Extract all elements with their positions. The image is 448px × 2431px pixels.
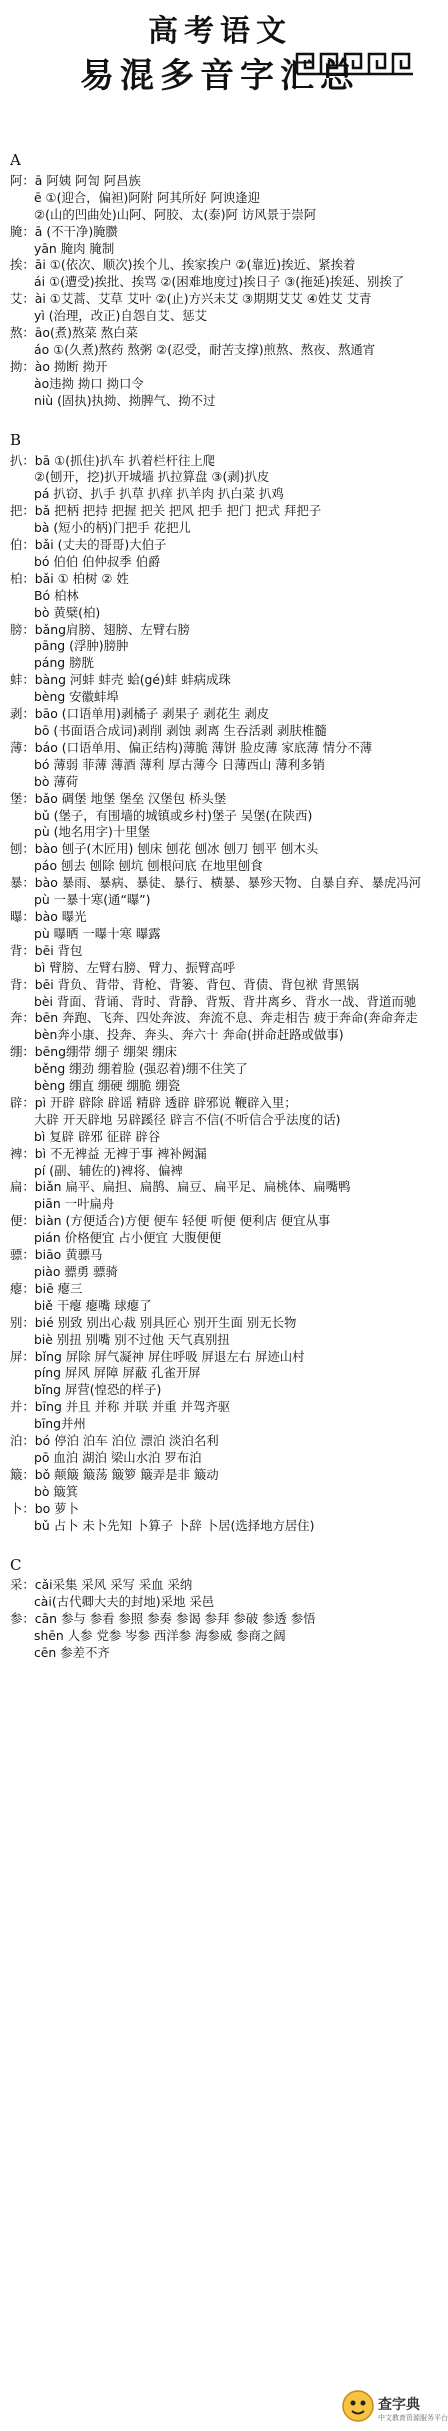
section-b [10,432,430,1535]
entry-line: 阿：ā 阿姨 阿訇 阿昌族 [10,172,141,188]
entry-line: pù (地名用字)十里堡 [34,824,151,840]
page-header [0,0,440,96]
entry-line: 屏：bǐng 屏除 屏气凝神 屏住呼吸 屏退左右 屏迹山村 [10,1348,305,1364]
entry-line: píng 屏风 屏障 屏蔽 孔雀开屏 [34,1365,201,1381]
entry-line: 泊：bó 停泊 泊车 泊位 漂泊 淡泊名利 [10,1433,219,1449]
entry-line: 并：bīng 并且 并称 并联 并重 并驾齐驱 [10,1399,231,1415]
entry-line: 簸：bǒ 颠簸 簸荡 簸箩 簸弄是非 簸动 [10,1466,219,1482]
entry-line: 腌：ā (不干净)腌臜 [10,223,118,239]
entry-line: 奔：bēn 奔跑、飞奔、四处奔波、奔流不息、奔走相告 疲于奔命(奔命奔走 [10,1010,418,1026]
entry-line: 背：bēi 背负、背带、背枪、背篓、背包、背债、背包袱 背黑锅 [10,976,359,992]
section-letter: A [10,151,21,169]
entry-line: 刨：bào 刨子(木匠用) 刨床 刨花 刨冰 刨刀 刨平 刨木头 [10,841,319,857]
entry-line: Bó 柏林 [34,587,79,603]
entry-line: pù 曝晒 一曝十寒 曝露 [34,925,161,941]
entry-line: 别：bié 别致 别出心裁 别具匠心 别开生面 别无长物 [10,1314,297,1330]
entry-line: bīng并州 [34,1416,86,1432]
entry-line: 蚌：bàng 河蚌 蚌壳 蛤(gé)蚌 蚌病成珠 [10,672,231,688]
entry-line: 便：biàn (方便适合)方便 便车 轻便 听便 便利店 便宜从事 [10,1213,331,1229]
entry-line: 骠：biāo 黄骠马 [10,1247,103,1263]
entry-line: pá 扒窃、扒手 扒草 扒痒 扒羊肉 扒白菜 扒鸡 [34,486,284,502]
entry-line: yì (治理，改正)自怨自艾、惩艾 [34,308,208,324]
section-c [10,1557,430,1662]
page-subtitle: 易混多音字汇总 [80,56,360,96]
entry-line: 裨：bì 不无裨益 无裨于事 裨补阙漏 [10,1145,207,1161]
entry-line: ②(山的凹曲处)山阿、阿胶、太(泰)阿 访风景于崇阿 [34,206,317,222]
entry-line: páng 膀胱 [34,655,94,671]
entry-line: 薄：báo (口语单用、偏正结构)薄脆 薄饼 脸皮薄 家底薄 情分不薄 [10,739,373,755]
entry-line: 剥：bāo (口语单用)剥橘子 剥果子 剥花生 剥皮 [10,706,270,722]
entry-line: 挨：āi ①(依次、顺次)挨个儿、挨家挨户 ②(靠近)挨近、紧挨着 [10,257,356,273]
entry-line: bó 薄弱 菲薄 薄酒 薄利 厚古薄今 日薄西山 薄利多销 [34,756,325,772]
meander-ornament-icon [295,50,415,78]
entry-line: bò 簸箕 [34,1483,79,1499]
entry-line: piān 一叶扁舟 [34,1196,115,1212]
entry-line: bō (书面语合成词)剥削 剥蚀 剥离 生吞活剥 剥肤椎髓 [34,723,327,738]
entry-line: shēn 人参 党参 岑参 西洋参 海参威 参商之阔 [34,1628,286,1644]
entry-line: 堡：bǎo 碉堡 地堡 堡垒 汉堡包 桥头堡 [10,790,227,806]
entry-line: bì 臂膀、左臂右膀、臂力、振臂高呼 [34,959,236,975]
entry-line: bó 伯伯 伯仲叔季 伯爵 [34,553,161,569]
entry-line: pō 血泊 湖泊 梁山水泊 罗布泊 [34,1449,202,1465]
entry-line: 伯：bǎi (丈夫的哥哥)大伯子 [10,537,167,553]
entry-line: cài(古代卿大夫的封地)采地 采邑 [34,1594,215,1610]
entry-line: bèng 安徽蚌埠 [34,689,119,705]
entry-line: piào 骠勇 骠骑 [34,1264,118,1279]
section-letter: C [10,1555,22,1574]
entry-line: 大辟 开天辟地 另辟蹊径 辟言不信(不听信合乎法度的话) [34,1111,341,1127]
entry-line: běng 绷劲 绷着脸 (强忍着)绷不住笑了 [34,1061,248,1077]
entry-line: 柏：bǎi ① 柏树 ② 姓 [10,570,129,586]
section-a [10,152,430,410]
section-letter: B [10,430,22,449]
entry-line: pián 价格便宜 占小便宜 大腹便便 [34,1230,222,1246]
entry-line: bèn奔小康、投奔、奔头、奔六十 奔命(拼命赶路或做事) [34,1027,344,1043]
content-body [10,152,430,1684]
entry-line: 把：bǎ 把柄 把持 把握 把关 把风 把手 把门 把式 拜把子 [10,503,322,519]
entry-line: bǔ (堡子，有围墙的城镇或乡村)堡子 吴堡(在陕西) [34,807,313,823]
entry-line: pí (副、辅佐的)裨将、偏裨 [34,1162,183,1178]
page-title: 高考语文 [148,14,292,49]
watermark-name: 查字典 [378,2397,420,2413]
watermark-logo [336,2388,448,2426]
entry-line: 膀：bǎng肩膀、翅膀、左臂右膀 [10,621,190,637]
entry-line: ē ①(迎合，偏袒)阿附 阿其所好 阿谀逢迎 [34,189,261,205]
entry-line: 拗：ào 拗断 拗开 [10,358,108,374]
entry-line: 瘪：biē 瘪三 [10,1280,83,1296]
entry-line: páo 刨去 刨除 刨坑 刨根问底 在地里刨食 [34,858,263,874]
entry-line: bǐng 屏营(惶恐的样子) [34,1382,162,1398]
entry-line: bà (短小的柄)门把手 花把儿 [34,520,191,536]
entry-line: yān 腌肉 腌制 [34,240,115,256]
entry-line: pāng (浮肿)膀肿 [34,638,129,654]
entry-line: 采：cǎi采集 采风 采写 采血 采纳 [10,1577,193,1593]
entry-line: bèi 背面、背诵、背时、背静、背叛、背井离乡、背水一战、背道而驰 [34,993,417,1009]
entry-line: 扒：bā ①(抓住)扒车 扒着栏杆往上爬 [10,452,216,468]
entry-line: 扁：biǎn 扁平、扁担、扁鹊、扁豆、扁平足、扁桃体、扁嘴鸭 [10,1179,351,1195]
entry-line: ào违拗 拗口 拗口令 [34,375,144,391]
entry-line: pù 一暴十寒(通“曝”) [34,892,151,908]
entry-line: 暴：bào 暴雨、暴病、暴徒、暴行、横暴、暴殄天物、自暴自弃、暴虎冯河 [10,875,422,891]
entry-line: 背：bēi 背包 [10,942,83,958]
entry-line: bǔ 占卜 未卜先知 卜算子 卜辞 卜居(选择地方居住) [34,1517,315,1533]
entry-line: 参：cān 参与 参看 参照 参奏 参谒 参拜 参破 参透 参悟 [10,1611,316,1627]
entry-line: bò 薄荷 [34,773,79,789]
entry-line: bò 黄檗(柏) [34,604,101,620]
entry-line: ②(刨开，挖)扒开城墙 扒拉算盘 ③(剥)扒皮 [34,469,270,485]
entry-line: 卜：bo 萝卜 [10,1500,79,1516]
entry-line: 艾：ài ①艾蒿、艾草 艾叶 ②(止)方兴未艾 ③期期艾艾 ④姓艾 艾青 [10,291,372,307]
entry-line: cēn 参差不齐 [34,1645,110,1661]
entry-line: niù (固执)执拗、拗脾气、拗不过 [34,392,216,408]
watermark-subtitle: 中文教育资源服务平台 [378,2414,448,2422]
mascot-icon [342,2390,374,2422]
entry-line: ái ①(遭受)挨批、挨骂 ②(困难地度过)挨日子 ③(拖延)挨延、别挨了 [34,274,405,290]
entry-line: 熬：āo(煮)熬菜 熬白菜 [10,325,138,341]
entry-line: áo ①(久煮)熬药 熬粥 ②(忍受，耐苦支撑)煎熬、熬夜、熬通宵 [34,341,376,357]
entry-line: bì 复辟 辟邪 征辟 辟谷 [34,1128,161,1144]
entry-line: 辟：pì 开辟 辟除 辟谣 精辟 透辟 辟邪说 鞭辟入里； [10,1094,297,1110]
entry-line: biě 干瘪 瘪嘴 球瘪了 [34,1297,152,1313]
entry-line: bèng 绷直 绷硬 绷脆 绷瓷 [34,1078,181,1094]
entry-line: 曝：bào 曝光 [10,908,87,924]
entry-line: biè 别扭 别嘴 别不过他 天气真别扭 [34,1331,230,1347]
entry-line: 绷：bēng绷带 绷子 绷架 绷床 [10,1044,177,1060]
